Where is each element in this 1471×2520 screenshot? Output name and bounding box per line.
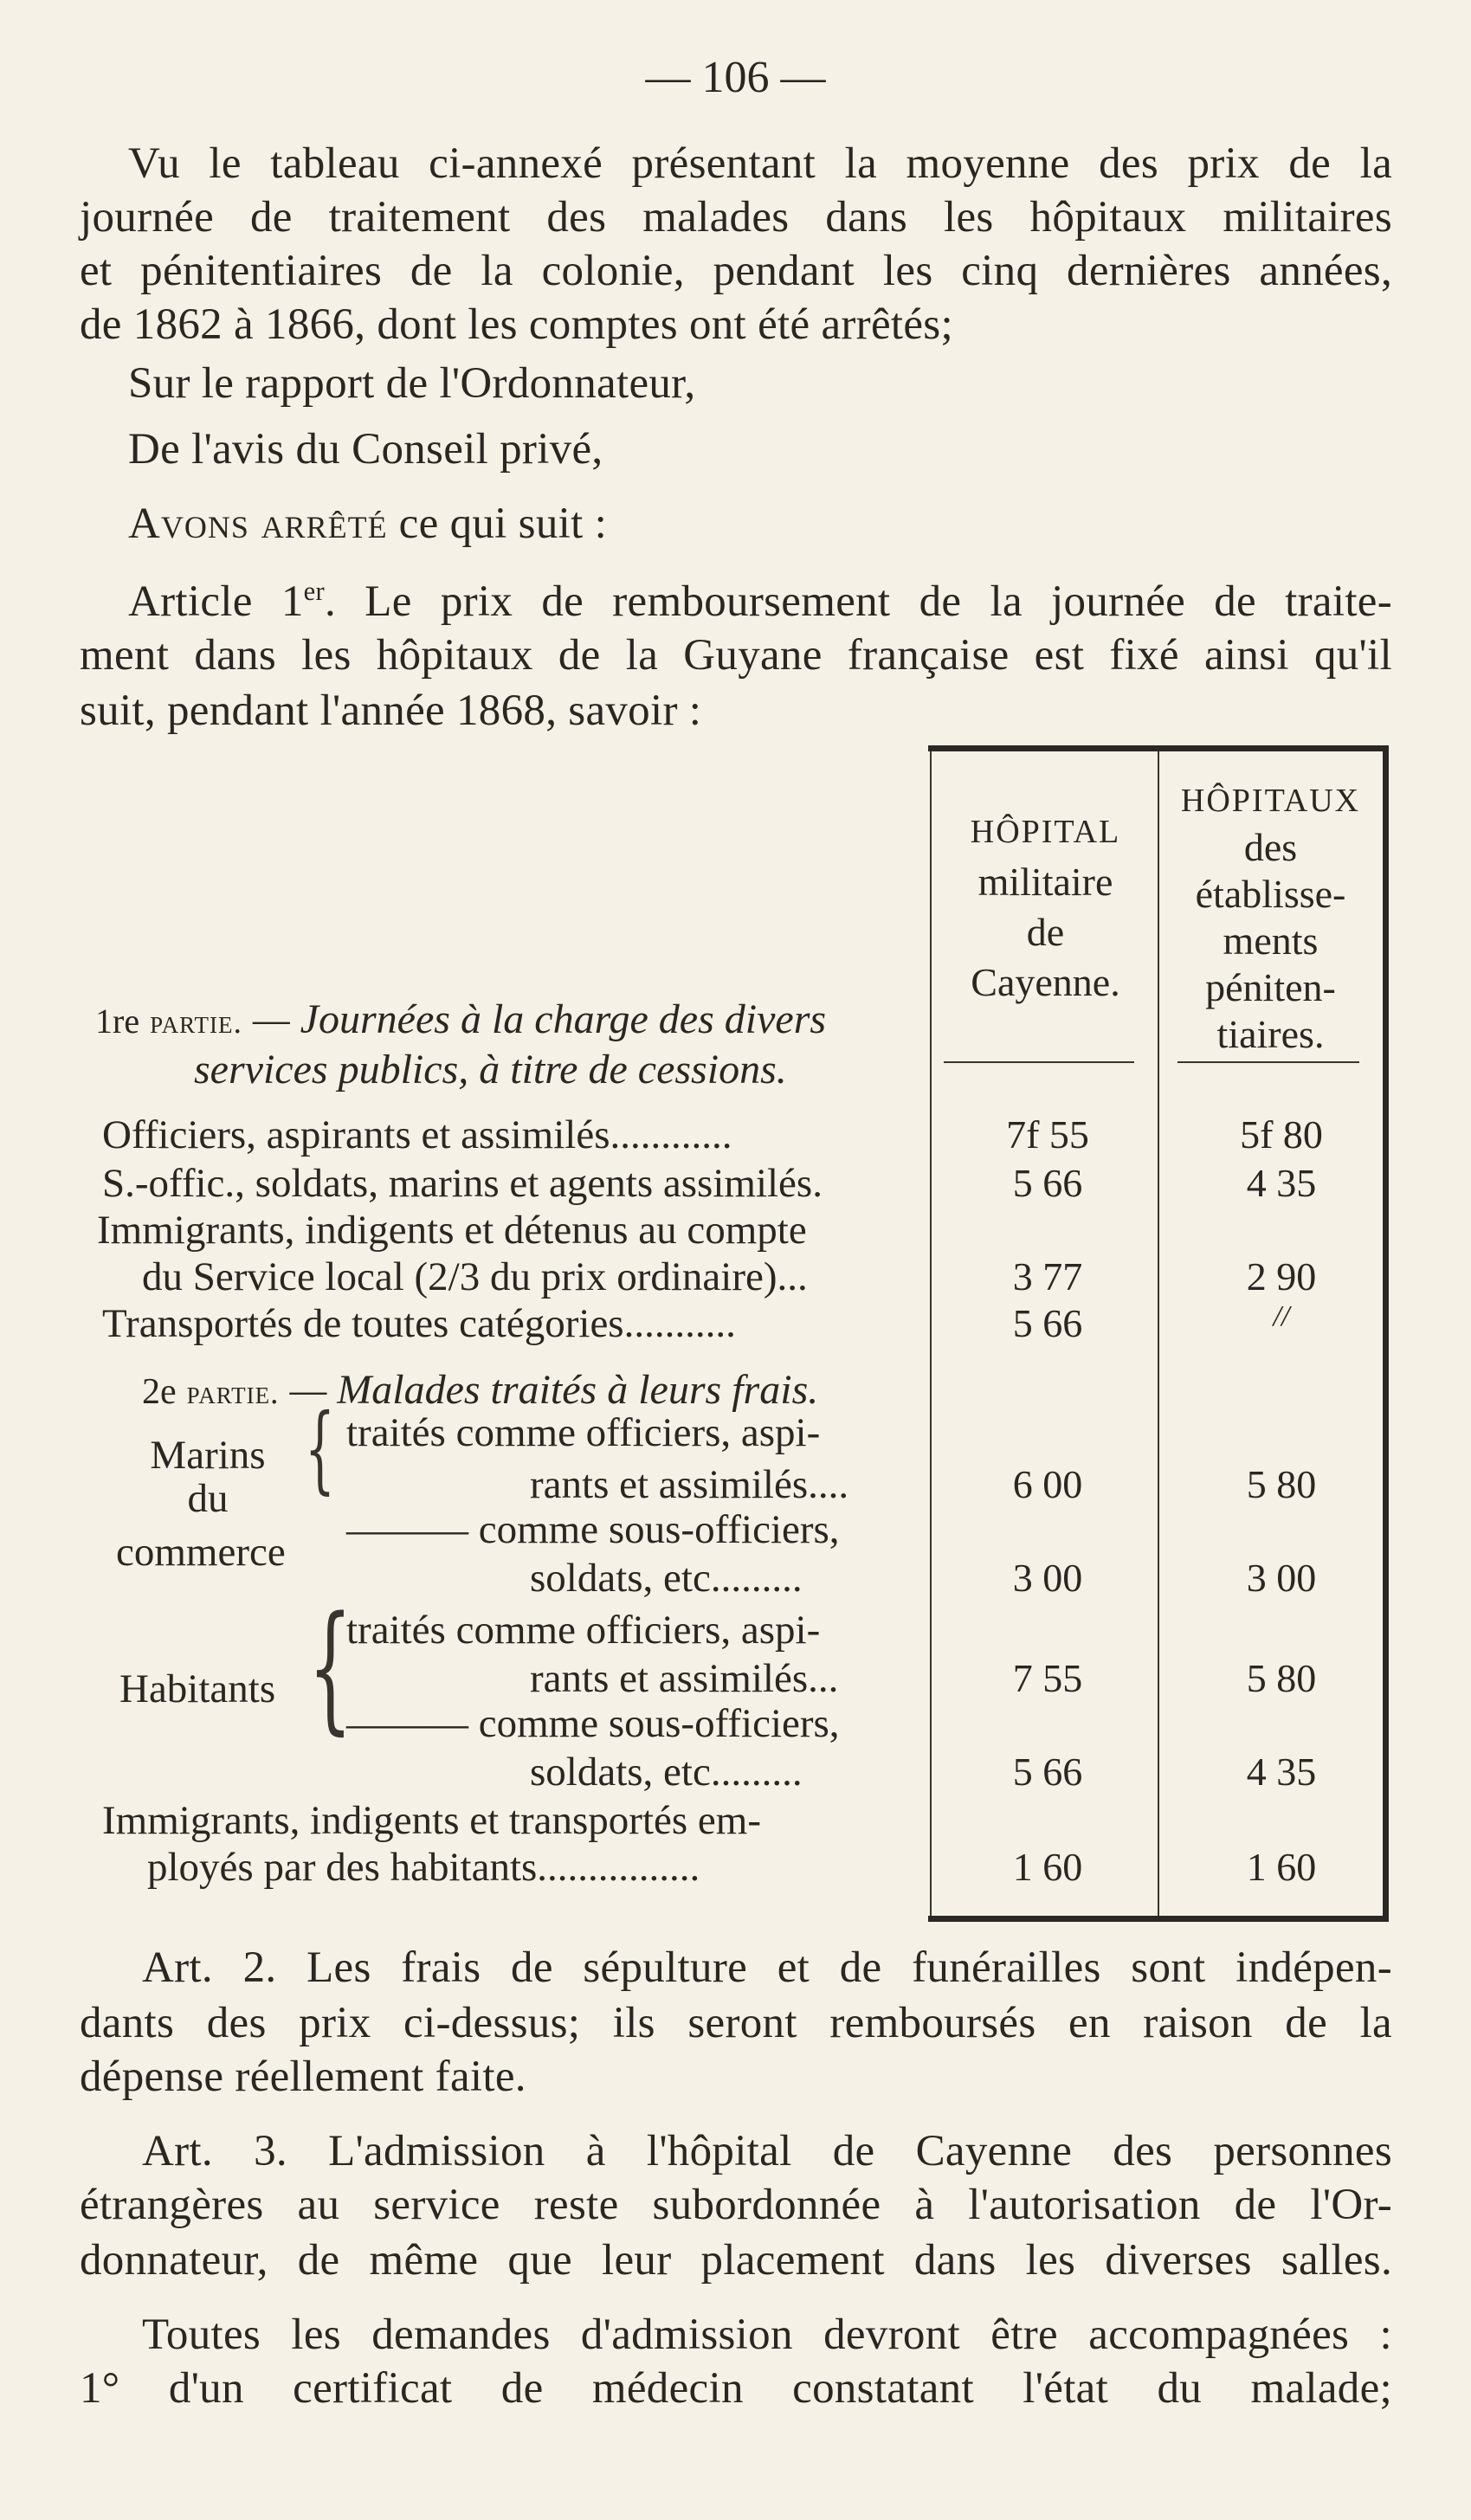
- final-line-1: Toutes les demandes d'admission devront être accompagnées :: [142, 2311, 1392, 2359]
- col2-head-rule: [1177, 1061, 1359, 1063]
- marins-brace: {: [305, 1393, 335, 1504]
- part-1-heading: 1re partie. — Journées à la charge des divers: [95, 996, 827, 1042]
- marins-sous-officiers-label-2: soldats, etc.........: [530, 1556, 803, 1601]
- row-transportes-penitentiaires: //: [1273, 1300, 1290, 1332]
- row-sous-officiers-penitentiaires: 4 35: [1246, 1161, 1317, 1205]
- final-line-2: 1° d'un certificat de médecin constatant l'état du malade;: [80, 2364, 1392, 2413]
- group-marins-commerce-word: commerce: [116, 1530, 286, 1575]
- row-immigrants-penitentiaires: 2 90: [1246, 1254, 1317, 1299]
- habitants-officiers-label-2: rants et assimilés...: [530, 1656, 839, 1701]
- preamble-line-1: Vu le tableau ci-annexé présentant la moyenne des prix de la: [128, 139, 1392, 188]
- rapport-line: Sur le rapport de l'Ordonnateur,: [128, 359, 696, 408]
- col1-head-rule: [944, 1061, 1134, 1063]
- marins-sous-officiers-cayenne: 3 00: [1012, 1556, 1083, 1600]
- row-immigrants-label-2: du Service local (2/3 du prix ordinaire)...: [142, 1254, 808, 1299]
- habitants-brace: {: [308, 1586, 352, 1748]
- group-marins-du-commerce: Marins du: [150, 1433, 266, 1521]
- row-immigrants-employes-label-2: ployés par des habitants................: [147, 1845, 700, 1890]
- marins-officiers-label-2: rants et assimilés....: [530, 1462, 849, 1507]
- article-2-line-1: Art. 2. Les frais de sépulture et de funérailles sont indépen-: [142, 1943, 1392, 1992]
- group-habitants: Habitants: [119, 1666, 276, 1711]
- article-1-line-2: ment dans les hôpitaux de la Guyane française est fixé ainsi qu'il: [80, 631, 1392, 680]
- avons-arrete-line: Avons arrêté ce qui suit :: [128, 499, 608, 548]
- habitants-sous-officiers-penitentiaires: 4 35: [1246, 1750, 1317, 1794]
- avis-line: De l'avis du Conseil privé,: [128, 425, 603, 474]
- habitants-officiers-cayenne: 7 55: [1012, 1656, 1083, 1700]
- habitants-sous-officiers-label-2: soldats, etc.........: [530, 1750, 803, 1795]
- column-header-hopital-militaire: HÔPITAL militaire de Cayenne.: [970, 814, 1121, 1004]
- row-transportes-label: Transportés de toutes catégories...........: [102, 1301, 736, 1346]
- row-officiers-label: Officiers, aspirants et assimilés............: [102, 1112, 732, 1157]
- marins-officiers-cayenne: 6 00: [1012, 1462, 1083, 1506]
- row-officiers-penitentiaires: 5f 80: [1240, 1112, 1323, 1157]
- row-sous-officiers-cayenne: 5 66: [1012, 1161, 1083, 1205]
- habitants-officiers-label: traités comme officiers, aspi-: [346, 1608, 821, 1653]
- marins-officiers-label: traités comme officiers, aspi-: [346, 1410, 821, 1455]
- preamble-line-2: journée de traitement des malades dans les hôpitaux militaires: [80, 193, 1392, 242]
- part-1-heading-line-2: services publics, à titre de cessions.: [194, 1047, 787, 1092]
- row-immigrants-employes-label: Immigrants, indigents et transportés em-: [102, 1798, 761, 1843]
- habitants-sous-officiers-cayenne: 5 66: [1012, 1750, 1083, 1794]
- marins-sous-officiers-penitentiaires: 3 00: [1246, 1556, 1317, 1600]
- marins-officiers-penitentiaires: 5 80: [1246, 1462, 1317, 1506]
- row-immigrants-employes-cayenne: 1 60: [1012, 1845, 1083, 1889]
- marins-sous-officiers-label: ——— comme sous-officiers,: [346, 1507, 840, 1552]
- habitants-officiers-penitentiaires: 5 80: [1246, 1656, 1317, 1700]
- row-immigrants-cayenne: 3 77: [1012, 1254, 1083, 1299]
- table-divider-middle: [1158, 751, 1159, 1916]
- article-3-line-3: donnateur, de même que leur placement dans les diverses salles.: [80, 2236, 1392, 2285]
- part-2-heading: 2e partie. — Malades traités à leurs frais.: [142, 1367, 819, 1413]
- article-3-line-1: Art. 3. L'admission à l'hôpital de Cayenne des personnes: [142, 2127, 1392, 2175]
- article-2-line-3: dépense réellement faite.: [80, 2053, 526, 2101]
- preamble-line-4: de 1862 à 1866, dont les comptes ont été arrêtés;: [80, 300, 953, 349]
- preamble-line-3: et pénitentiaires de la colonie, pendant les cinq dernières années,: [80, 247, 1392, 295]
- article-1-line-1: Article 1er. Le prix de remboursement de la journée de traite-: [128, 577, 1393, 626]
- article-3-line-2: étrangères au service reste subordonnée à l'autorisation de l'Or-: [80, 2181, 1392, 2229]
- article-1-line-3: suit, pendant l'année 1868, savoir :: [80, 686, 702, 735]
- row-officiers-cayenne: 7f 55: [1006, 1112, 1089, 1157]
- table-top-rule: [928, 745, 1389, 751]
- article-2-line-2: dants des prix ci-dessus; ils seront remboursés en raison de la: [80, 1999, 1392, 2047]
- row-transportes-cayenne: 5 66: [1012, 1301, 1083, 1345]
- row-sous-officiers-label: S.-offic., soldats, marins et agents assimilés.: [102, 1161, 823, 1206]
- table-right-rule: [1383, 745, 1389, 1922]
- table-bottom-rule: [928, 1916, 1389, 1922]
- row-immigrants-employes-penitentiaires: 1 60: [1246, 1845, 1317, 1889]
- table-divider-left: [930, 751, 932, 1916]
- row-immigrants-label: Immigrants, indigents et détenus au compte: [97, 1208, 807, 1253]
- page-number: — 106 —: [645, 53, 826, 102]
- column-header-hopitaux-penitentiaires: HÔPITAUX des établisse- ments péniten- tiaires.: [1180, 783, 1361, 1056]
- habitants-sous-officiers-label: ——— comme sous-officiers,: [346, 1701, 840, 1746]
